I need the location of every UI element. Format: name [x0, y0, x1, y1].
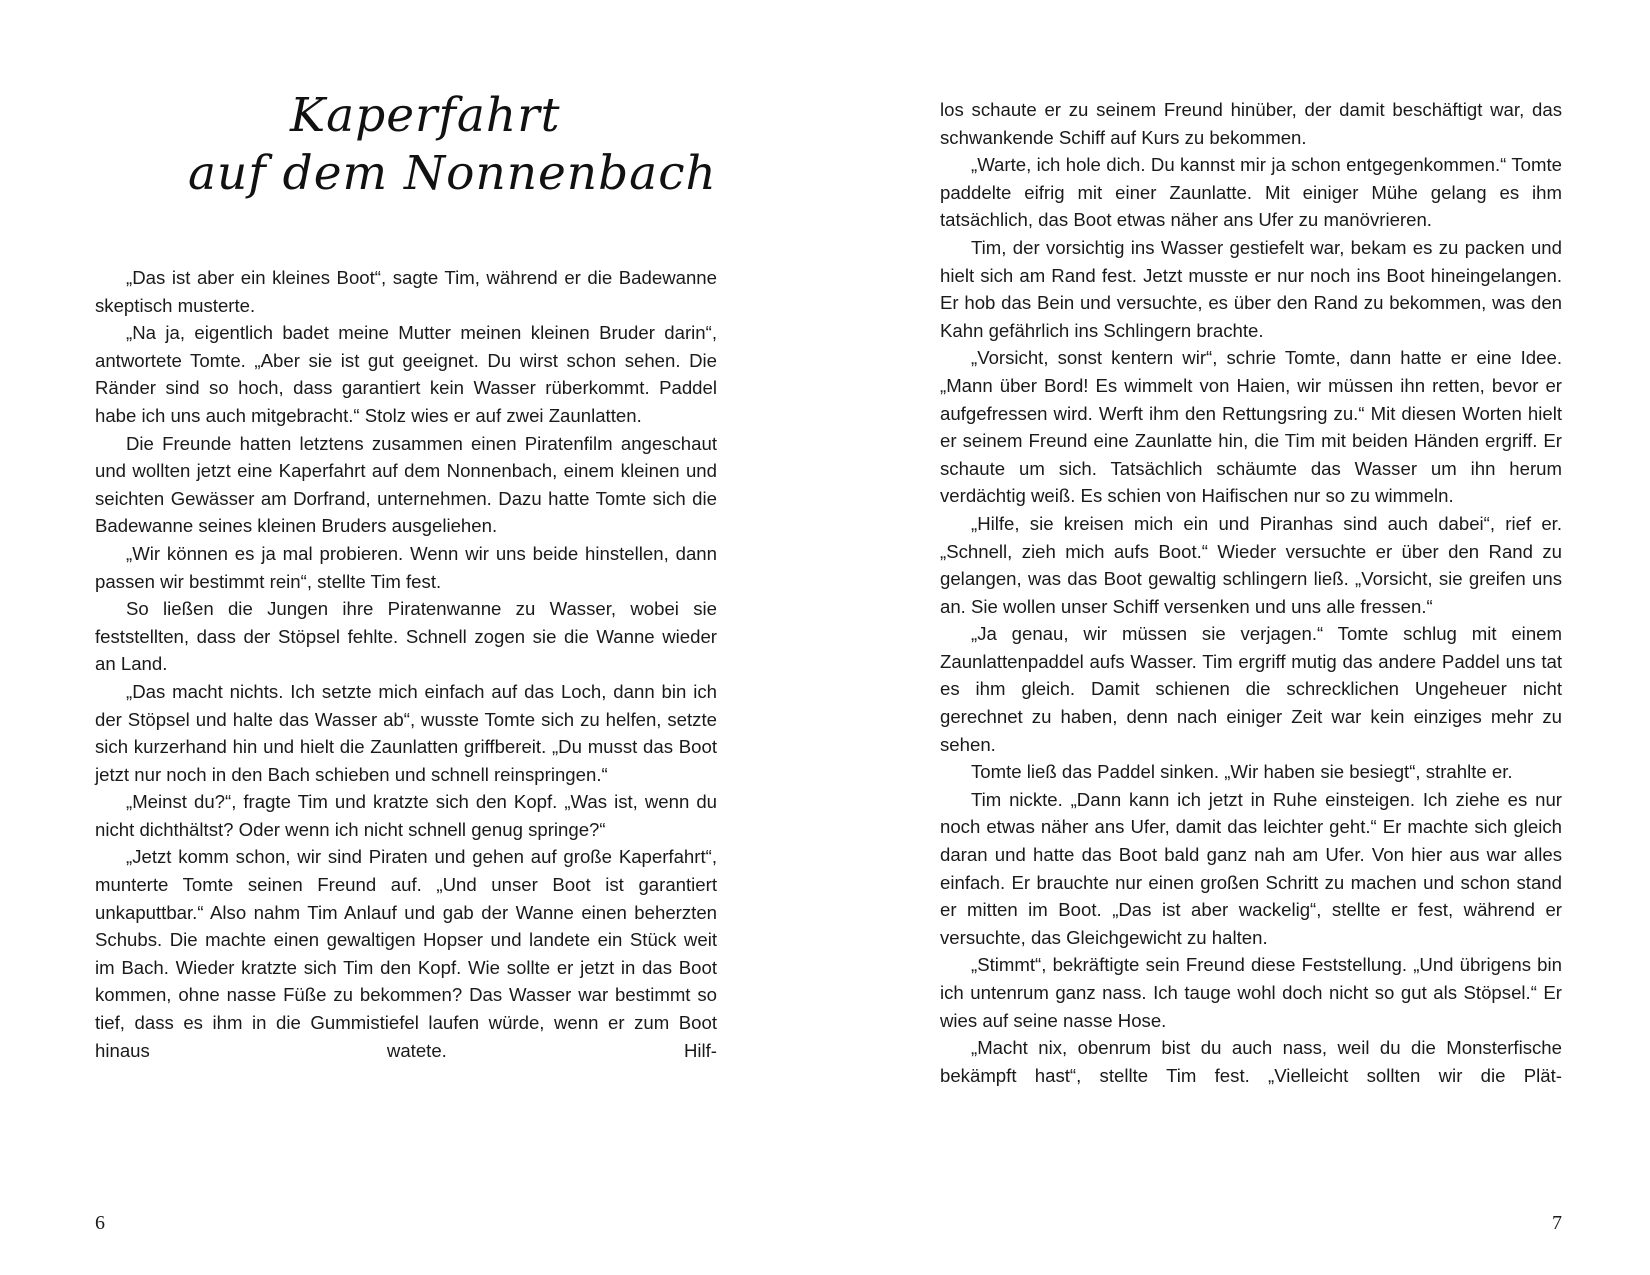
paragraph: „Meinst du?“, fragte Tim und kratzte sich den Kopf. „Was ist, wenn du nicht dichthältst? Oder wenn ich nicht schnell genug springe?“ [95, 791, 717, 840]
paragraph: Tomte ließ das Paddel sinken. „Wir haben sie besiegt“, strahlte er. [971, 761, 1513, 783]
paragraph: „Wir können es ja mal probieren. Wenn wir uns beide hinstellen, dann passen wir bestimmt rein“, stellte Tim fest. [95, 542, 717, 592]
right-page [825, 0, 1650, 1275]
paragraph: „Jetzt komm schon, wir sind Piraten und gehen auf große Kaperfahrt“, munterte Tomte seinen Freund auf. „Und unser Boot ist garantiert unkaputtbar.“ Also nahm Tim Anlauf und gab der Wanne einen beherzten Schubs. Die machte einen gewaltigen Hopser und landete ein Stück weit im Bach. Wieder kratzte sich Tim den Kopf. Wie sollte er jetzt in das Boot kommen, ohne nasse Füße zu bekommen? Das Wasser war bestimmt so tief, dass es ihm in die Gummistiefel laufen würde, wenn er zum Boot hinaus watete. Hilf- [95, 846, 717, 1061]
page-number-right: 7 [1552, 1212, 1562, 1234]
paragraph: „Macht nix, obenrum bist du auch nass, weil du die Monsterfische bekämpft hast“, stellte Tim fest. „Vielleicht sollten wir die Plät- [940, 1037, 1562, 1086]
chapter-title-line-2: auf dem Nonnenbach [188, 146, 717, 201]
paragraph: „Warte, ich hole dich. Du kannst mir ja schon entgegenkommen.“ Tomte paddelte eifrig mit einer Zaunlatte. Mit einiger Mühe gelang es ihm tatsächlich, das Boot etwas näher ans Ufer zu manövrieren. [940, 154, 1562, 231]
left-page-body [95, 264, 717, 1064]
chapter-title-line-1: Kaperfahrt [290, 88, 561, 143]
paragraph: Die Freunde hatten letztens zusammen einen Piratenfilm angeschaut und wollten jetzt eine Kaperfahrt auf dem Nonnenbach, einem kleinen und seichten Gewässer am Dorfrand, unternehmen. Dazu hatte Tomte sich die Badewanne seines kleinen Bruders ausgeliehen. [95, 432, 717, 537]
paragraph: „Das ist aber ein kleines Boot“, sagte Tim, während er die Badewanne skeptisch musterte. [95, 267, 717, 316]
right-page-body [940, 96, 1562, 1089]
paragraph: „Stimmt“, bekräftigte sein Freund diese Feststellung. „Und übrigens bin ich untenrum ganz nass. Ich tauge wohl doch nicht so gut als Stöpsel.“ Er wies auf seine nasse Hose. [940, 954, 1562, 1031]
paragraph: „Hilfe, sie kreisen mich ein und Piranhas sind auch dabei“, rief er. „Schnell, zieh mich aufs Boot.“ Wieder versuchte er über den Rand zu gelangen, was das Boot gewaltig schlingern ließ. „Vorsicht, sie greifen uns an. Sie wollen unser Schiff versenken und uns alle fressen.“ [940, 512, 1562, 617]
paragraph: So ließen die Jungen ihre Piratenwanne zu Wasser, wobei sie feststellten, dass der Stöpsel fehlte. Schnell zogen sie die Wanne wieder an Land. [95, 598, 717, 675]
paragraph: „Ja genau, wir müssen sie verjagen.“ Tomte schlug mit einem Zaunlattenpaddel aufs Wasser. Tim ergriff mutig das andere Paddel uns tat es ihm gleich. Damit schienen die schrecklichen Ungeheuer nicht gerechnet zu haben, denn nach einiger Zeit war kein einziges mehr zu sehen. [940, 623, 1562, 755]
paragraph: los schaute er zu seinem Freund hinüber, der damit beschäftigt war, das schwankende Schiff auf Kurs zu bekommen. [940, 99, 1562, 148]
paragraph: „Vorsicht, sonst kentern wir“, schrie Tomte, dann hatte er eine Idee. „Mann über Bord! Es wimmelt von Haien, wir müssen ihn retten, bevor er aufgefressen wird. Werft ihm den Rettungsring zu.“ Mit diesen Worten hielt er seinem Freund eine Zaunlatte hin, die Tim mit beiden Händen ergriff. Er schaute um sich. Tatsächlich schäumte das Wasser um ihn herum verdächtig weiß. Es schien von Haifischen nur so zu wimmeln. [940, 347, 1562, 507]
paragraph: Tim, der vorsichtig ins Wasser gestiefelt war, bekam es zu packen und hielt sich am Rand fest. Jetzt musste er nur noch ins Boot hineingelangen. Er hob das Bein und versuchte, es über den Rand zu bekommen, was den Kahn gefährlich ins Schlingern brachte. [940, 236, 1562, 341]
page-number-left: 6 [95, 1212, 105, 1234]
paragraph: „Na ja, eigentlich badet meine Mutter meinen kleinen Bruder darin“, antwortete Tomte. „Aber sie ist gut geeignet. Du wirst schon sehen. Die Ränder sind so hoch, dass garantiert kein Wasser rüberkommt. Paddel habe ich uns auch mitgebracht.“ Stolz wies er auf zwei Zaunlatten. [95, 322, 717, 426]
paragraph: Tim nickte. „Dann kann ich jetzt in Ruhe einsteigen. Ich ziehe es nur noch etwas näher ans Ufer, damit das leichter geht.“ Er machte sich gleich daran und hatte das Boot bald ganz nah am Ufer. Von hier aus war alles einfach. Er brauchte nur einen großen Schritt zu machen und schon stand er mitten im Boot. „Das ist aber wackelig“, stellte er fest, während er versuchte, das Gleichgewicht zu halten. [940, 788, 1562, 948]
paragraph: „Das macht nichts. Ich setzte mich einfach auf das Loch, dann bin ich der Stöpsel und halte das Wasser ab“, wusste Tomte sich zu helfen, setzte sich kurzerhand hin und hielt die Zaunlatten griffbereit. „Du musst das Boot jetzt nur noch in den Bach schieben und schnell reinspringen.“ [95, 680, 717, 785]
